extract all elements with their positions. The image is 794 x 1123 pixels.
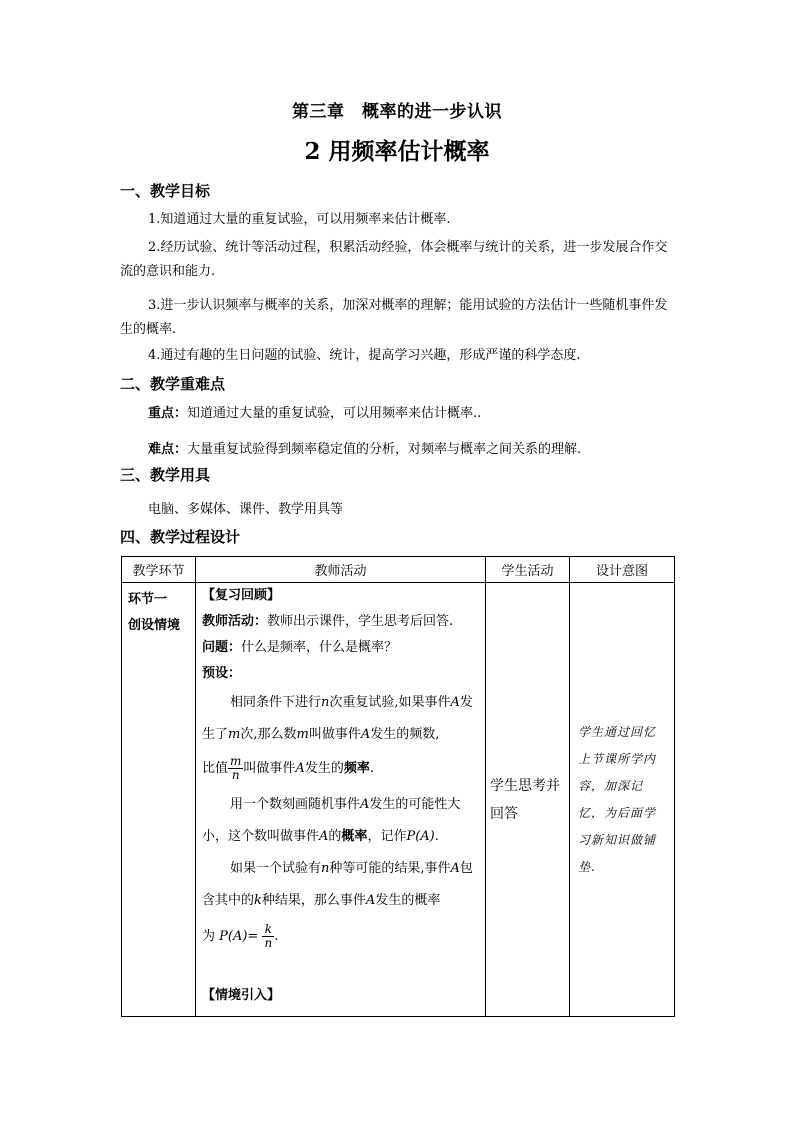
text-seg: 发生的概率 xyxy=(375,893,441,908)
tools-heading: 三、教学用具 xyxy=(120,466,211,484)
objective-item-4: 4.通过有趣的生日问题的试验、统计，提高学习兴趣，形成严谨的科学态度. xyxy=(148,348,581,363)
numerator: k xyxy=(262,923,274,937)
text-seg: 的 xyxy=(328,829,342,844)
formula-pa: P(A) xyxy=(406,829,435,844)
probability-term: 概率 xyxy=(341,829,368,844)
text-seg: . xyxy=(274,929,279,944)
teacher-text: 教师出示课件，学生思考后回答. xyxy=(267,614,454,629)
var-k: k xyxy=(254,893,262,908)
preset-label: 预设： xyxy=(202,666,242,681)
text-seg: . xyxy=(369,761,374,776)
formula-pa-eq: P(A)= xyxy=(219,929,259,944)
var-a: A xyxy=(450,861,460,876)
denominator: n xyxy=(231,768,240,782)
frequency-definition xyxy=(202,687,479,751)
text-seg: 发生了 xyxy=(202,695,473,742)
text-seg: 叫做事件 xyxy=(308,727,361,742)
objective-item-1: 1.知道通过大量的重复试验，可以用频率来估计概率. xyxy=(148,212,451,227)
frequency-term: 频率 xyxy=(343,761,370,776)
objective-item-3: 3.进一步认识频率与概率的关系，加深对概率的理解；能用试验的方法估计一些随机事件发生的概率. xyxy=(120,298,668,337)
lesson-title: 2 用频率估计概率 xyxy=(304,138,490,165)
var-a: A xyxy=(295,761,305,776)
text-seg: 种等可能的结果,事件 xyxy=(329,861,451,876)
var-n: n xyxy=(321,861,330,876)
design-intent-cell: 学生通过回忆上节课所学内容，加深记忆，为后面学习新知识做铺垫. xyxy=(570,583,675,1017)
classical-formula-line xyxy=(202,921,479,953)
classical-probability xyxy=(202,853,479,917)
fraction-m-over-n xyxy=(228,755,243,782)
teacher-activity-line xyxy=(202,609,479,635)
question-text: 什么是频率，什么是概率？ xyxy=(241,640,398,655)
text-seg: 叫做事件 xyxy=(243,761,296,776)
text-seg: 次重复试验,如果事件 xyxy=(329,695,451,710)
table-row xyxy=(122,583,675,1017)
var-a: A xyxy=(450,695,460,710)
denominator: n xyxy=(264,936,273,950)
key-text: 知道通过大量的重复试验，可以用频率来估计概率.. xyxy=(187,406,482,421)
process-table xyxy=(121,556,675,1017)
text-seg: 发生的 xyxy=(304,761,344,776)
var-a: A xyxy=(319,829,329,844)
fraction-k-over-n xyxy=(262,923,274,950)
teacher-activity-cell xyxy=(196,583,486,1017)
student-activity-cell: 学生思考并回答 xyxy=(486,583,570,1017)
teacher-label: 教师活动： xyxy=(202,614,268,629)
objective-item-2: 2.经历试验、统计等活动过程，积累活动经验，体会概率与统计的关系，进一步发展合作交流的意识和能力. xyxy=(120,240,668,279)
text-seg: 相同条件下进行 xyxy=(230,695,322,710)
text-seg: ，记作 xyxy=(367,829,407,844)
objectives-heading: 一、教学目标 xyxy=(120,182,211,200)
chapter-title: 第三章 概率的进一步认识 xyxy=(292,102,502,122)
ratio-line xyxy=(202,753,479,785)
key-label: 重点： xyxy=(148,406,188,421)
var-m: m xyxy=(296,727,309,742)
var-a: A xyxy=(360,797,370,812)
key-point xyxy=(148,404,481,424)
text-seg: 发生的可能性大小，这个数叫做事件 xyxy=(202,797,461,844)
text-seg: 用一个数刻画随机事件 xyxy=(230,797,361,812)
text-seg: 比值 xyxy=(202,761,229,776)
text-seg: 为 xyxy=(202,929,216,944)
var-a: A xyxy=(360,727,371,742)
intro-title: 【情境引入】 xyxy=(202,988,281,1003)
header-student: 学生活动 xyxy=(486,557,570,583)
process-heading: 四、教学过程设计 xyxy=(120,528,241,546)
key-points-heading: 二、教学重难点 xyxy=(120,375,226,393)
question-label: 问题： xyxy=(202,640,242,655)
difficulty-text: 大量重复试验得到频率稳定值的分析，对频率与概率之间关系的理解. xyxy=(187,442,582,457)
var-n: n xyxy=(321,695,330,710)
var-m: m xyxy=(228,727,241,742)
text-seg: . xyxy=(434,829,439,844)
numerator: m xyxy=(230,754,242,768)
stage-line-2: 创设情境 xyxy=(128,618,181,633)
stage-line-1: 环节一 xyxy=(128,592,168,607)
text-seg: 种结果，那么事件 xyxy=(261,893,366,908)
text-seg: 发生的频数, xyxy=(370,727,440,742)
text-seg: 如果一个试验有 xyxy=(230,861,322,876)
difficulty-point xyxy=(148,440,581,460)
review-title: 【复习回顾】 xyxy=(202,588,281,603)
header-teacher: 教师活动 xyxy=(196,557,486,583)
header-stage: 教学环节 xyxy=(122,557,196,583)
text-seg: 次,那么数 xyxy=(240,727,297,742)
var-a: A xyxy=(365,893,376,908)
stage-cell xyxy=(122,583,196,1017)
header-intent: 设计意图 xyxy=(570,557,675,583)
probability-definition xyxy=(202,789,479,853)
difficulty-label: 难点： xyxy=(148,442,188,457)
question-line xyxy=(202,635,479,661)
tools-text: 电脑、多媒体、课件、教学用具等 xyxy=(148,502,344,517)
text-seg: 包含其中的 xyxy=(202,861,473,908)
table-header-row xyxy=(122,557,675,583)
